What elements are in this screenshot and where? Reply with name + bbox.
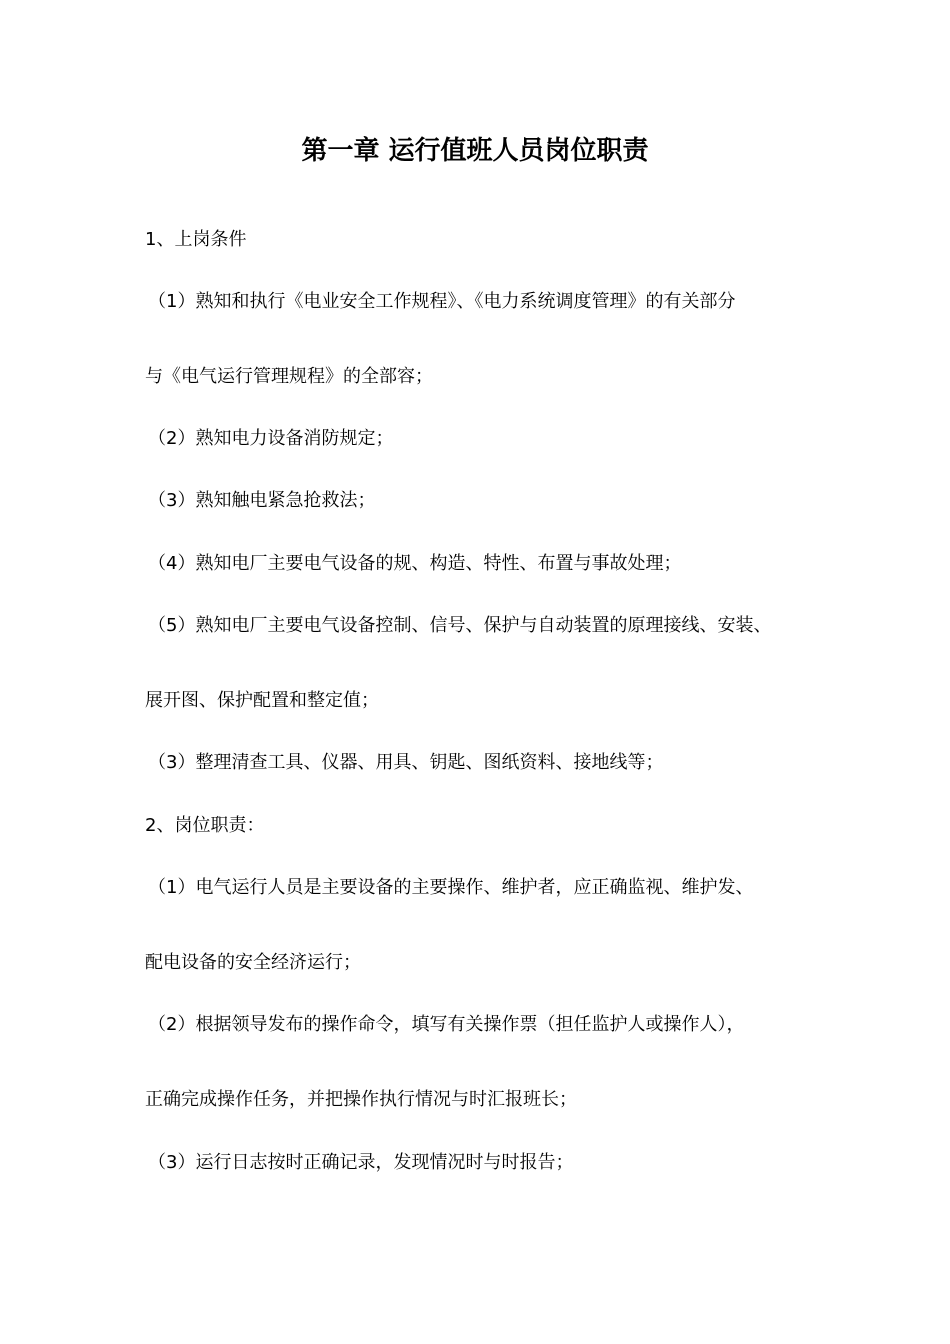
section-heading-qualifications: 1、上岗条件 [145, 229, 247, 250]
paragraph-line: （2）熟知电力设备消防规定； [148, 428, 394, 449]
paragraph-line: （5）熟知电厂主要电气设备控制、信号、保护与自动装置的原理接线、安装、 [148, 615, 772, 636]
paragraph-line: （4）熟知电厂主要电气设备的规、构造、特性、布置与事故处理； [148, 553, 682, 574]
paragraph-line: 配电设备的安全经济运行； [145, 952, 361, 973]
chapter-title: 第一章 运行值班人员岗位职责 [301, 136, 649, 166]
paragraph-line: 正确完成操作任务，并把操作执行情况与时汇报班长； [145, 1089, 577, 1110]
paragraph-line: （1）电气运行人员是主要设备的主要操作、维护者，应正确监视、维护发、 [148, 877, 754, 898]
paragraph-line: （2）根据领导发布的操作命令，填写有关操作票（担任监护人或操作人）， [148, 1014, 745, 1035]
section-heading-responsibilities: 2、岗位职责： [145, 815, 265, 836]
paragraph-line: （1）熟知和执行《电业安全工作规程》、《电力系统调度管理》的有关部分 [148, 291, 736, 312]
paragraph-line: （3）运行日志按时正确记录，发现情况时与时报告； [148, 1152, 574, 1173]
paragraph-line: （3）熟知触电紧急抢救法； [148, 490, 376, 511]
paragraph-line: （3）整理清查工具、仪器、用具、钥匙、图纸资料、接地线等； [148, 752, 664, 773]
paragraph-line: 展开图、保护配置和整定值； [145, 690, 379, 711]
paragraph-line: 与《电气运行管理规程》的全部容； [145, 366, 433, 387]
